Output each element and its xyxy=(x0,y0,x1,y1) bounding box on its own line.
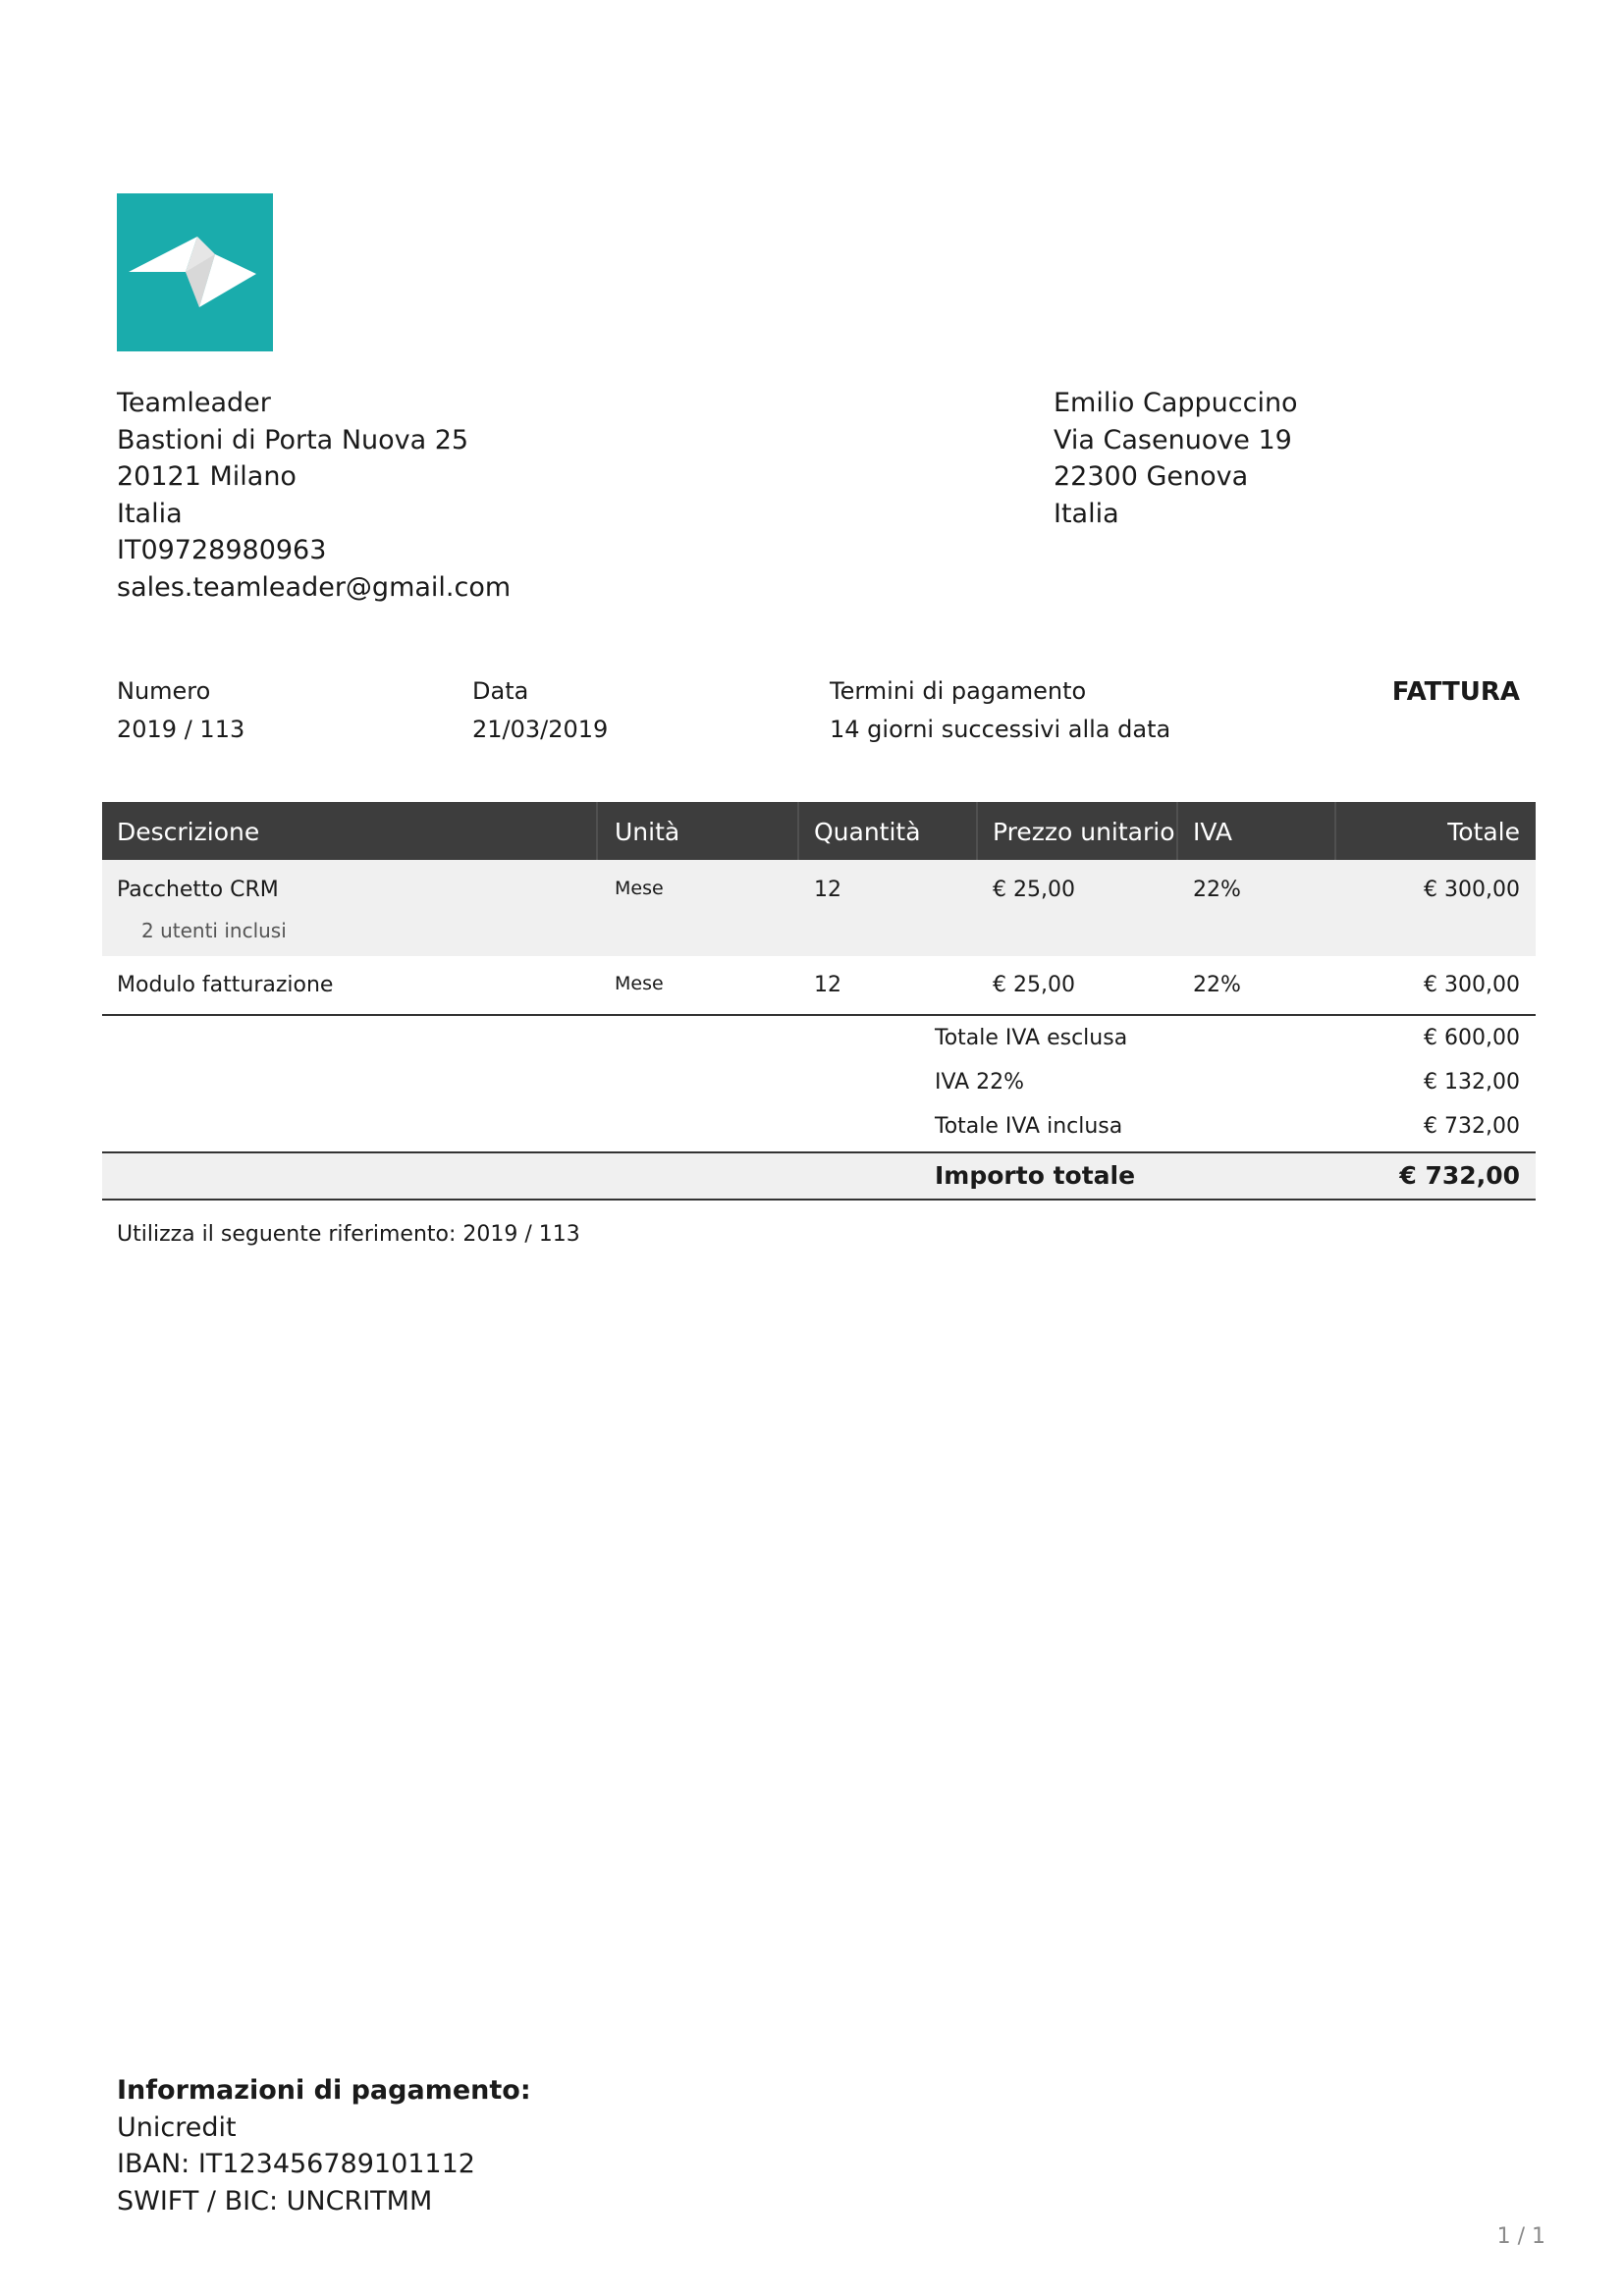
item-quantity: 12 xyxy=(814,878,841,902)
grand-total-value: € 732,00 xyxy=(1399,1161,1520,1190)
bank-name: Unicredit xyxy=(117,2111,237,2143)
item-quantity: 12 xyxy=(814,973,841,997)
item-total: € 300,00 xyxy=(1424,878,1520,902)
item-price: € 25,00 xyxy=(993,878,1075,902)
recipient-city: 22300 Genova xyxy=(1054,461,1249,493)
sender-vat: IT09728980963 xyxy=(117,535,327,566)
header-quantity: Quantità xyxy=(814,818,921,846)
header-unit: Unità xyxy=(615,818,680,846)
sender-email: sales.teamleader@gmail.com xyxy=(117,571,512,603)
subtotal-value: € 600,00 xyxy=(1424,1026,1520,1050)
recipient-name: Emilio Cappuccino xyxy=(1054,388,1298,418)
number-label: Numero xyxy=(117,677,211,705)
total-incl-label: Totale IVA inclusa xyxy=(935,1114,1123,1139)
recipient-address xyxy=(1054,385,1298,532)
teamleader-logo-icon xyxy=(117,193,273,351)
payment-reference: Utilizza il seguente riferimento: 2019 / 113 xyxy=(117,1222,580,1247)
subtotal-label: Totale IVA esclusa xyxy=(935,1026,1128,1050)
payment-heading: Informazioni di pagamento: xyxy=(117,2075,531,2106)
total-incl-value: € 732,00 xyxy=(1424,1114,1520,1139)
table-row xyxy=(102,860,1536,956)
iban: IBAN: IT123456789101112 xyxy=(117,2149,475,2180)
page-number: 1 / 1 xyxy=(1496,2224,1545,2249)
recipient-street: Via Casenuove 19 xyxy=(1054,424,1292,455)
payment-terms: 14 giorni successivi alla data xyxy=(830,716,1171,743)
date-label: Data xyxy=(472,677,529,705)
invoice-table xyxy=(102,802,1536,1201)
swift-bic: SWIFT / BIC: UNCRITMM xyxy=(117,2185,433,2216)
sender-name: Teamleader xyxy=(117,388,271,418)
invoice-number: 2019 / 113 xyxy=(117,716,245,743)
totals-section xyxy=(102,1016,1536,1153)
item-unit: Mese xyxy=(615,878,664,899)
terms-label: Termini di pagamento xyxy=(830,677,1087,705)
header-total: Totale xyxy=(1447,818,1520,846)
item-unit: Mese xyxy=(615,973,664,994)
item-total: € 300,00 xyxy=(1424,973,1520,997)
grand-total-row xyxy=(102,1153,1536,1201)
grand-total-label: Importo totale xyxy=(935,1161,1136,1190)
document-type: FATTURA xyxy=(1391,677,1520,707)
logo-mark xyxy=(117,193,273,351)
sender-address xyxy=(117,385,511,607)
invoice-date: 21/03/2019 xyxy=(472,716,609,743)
sender-country: Italia xyxy=(117,498,183,529)
header-unit-price: Prezzo unitario xyxy=(993,818,1175,846)
item-vat: 22% xyxy=(1193,878,1241,902)
item-description: Pacchetto CRM xyxy=(117,878,279,902)
sender-street: Bastioni di Porta Nuova 25 xyxy=(117,424,469,455)
payment-info xyxy=(117,2072,531,2219)
table-row xyxy=(102,956,1536,1016)
header-description: Descrizione xyxy=(117,818,260,846)
vat-value: € 132,00 xyxy=(1424,1070,1520,1095)
sender-city: 20121 Milano xyxy=(117,461,297,493)
header-vat: IVA xyxy=(1193,818,1232,846)
item-vat: 22% xyxy=(1193,973,1241,997)
table-header xyxy=(102,802,1536,860)
vat-label: IVA 22% xyxy=(935,1070,1025,1095)
item-price: € 25,00 xyxy=(993,973,1075,997)
recipient-country: Italia xyxy=(1054,498,1119,529)
item-description: Modulo fatturazione xyxy=(117,973,334,997)
item-note: 2 utenti inclusi xyxy=(141,919,287,942)
